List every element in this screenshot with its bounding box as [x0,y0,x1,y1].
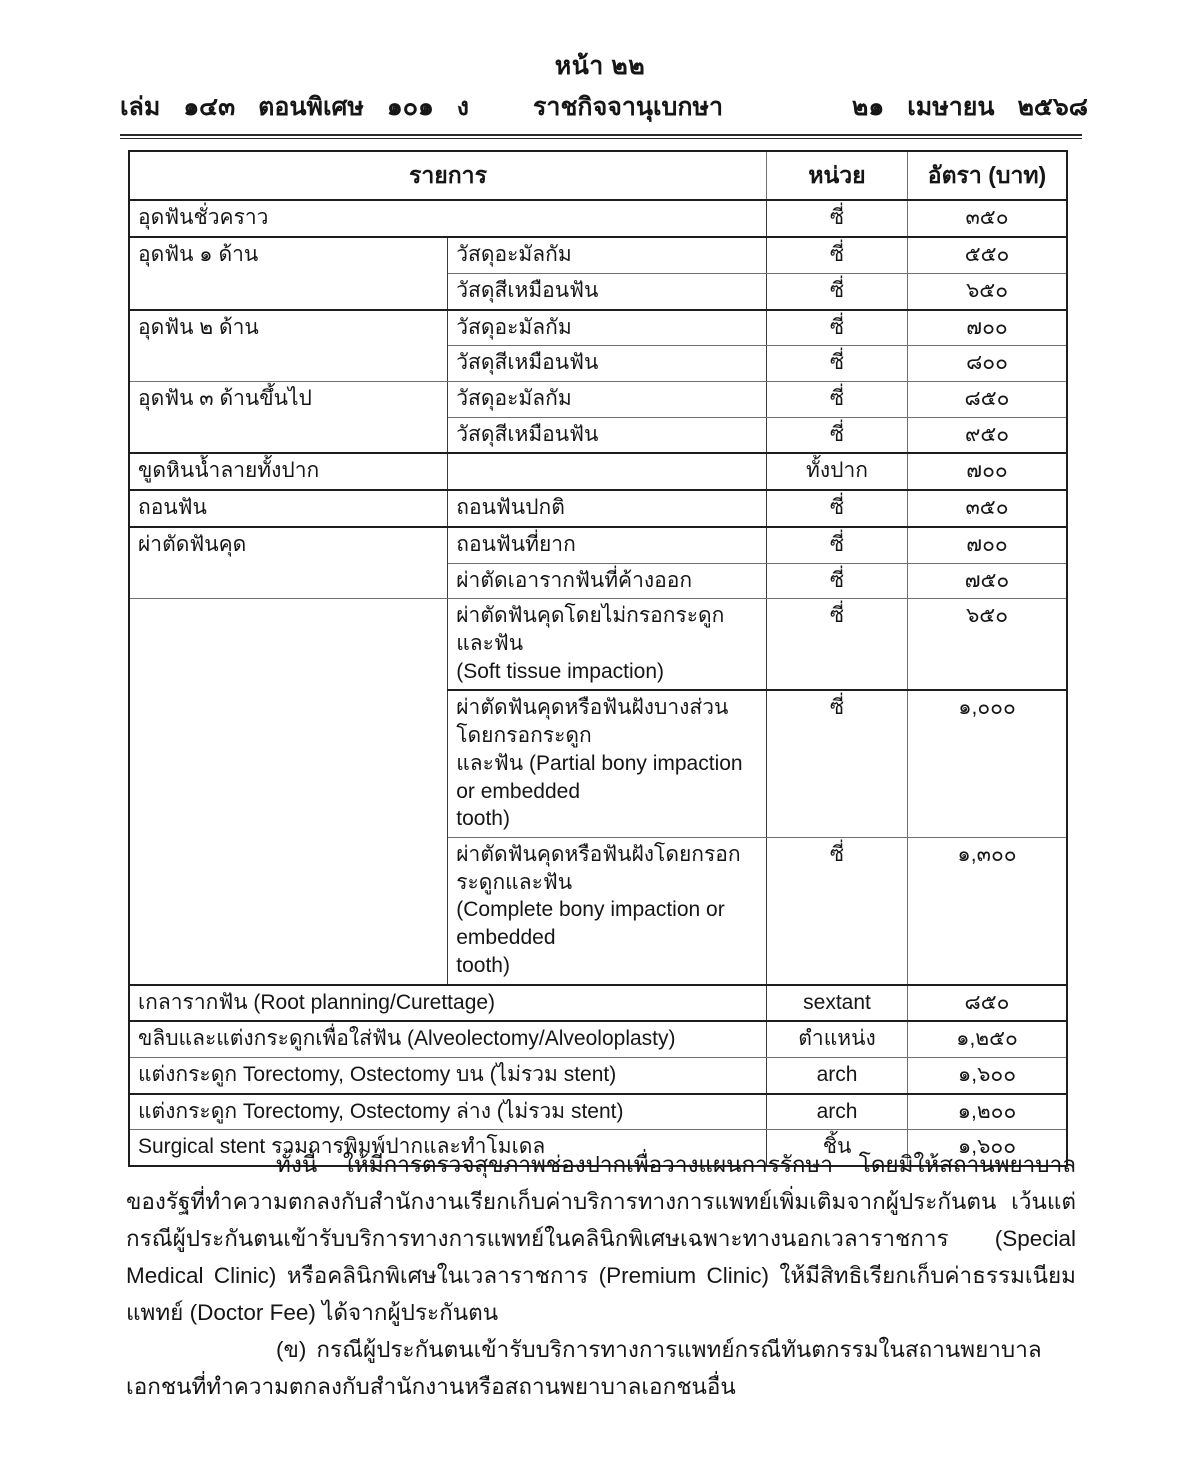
gazette-date [852,87,1088,127]
date-day: ๒๑ [851,92,885,121]
table-row [129,599,1067,691]
table-row [129,237,1067,273]
cell-item-name: อุดฟัน ๓ ด้านขึ้นไป [129,381,448,453]
cell-rate: ๙๕๐ [908,417,1068,453]
header-divider [120,134,1082,139]
table-row [129,490,1067,527]
cell-item-sub: วัสดุอะมัลกัม [448,237,767,273]
table-row [129,527,1067,563]
section-label: ตอนพิเศษ [258,92,364,121]
cell-item-name: เกลารากฟัน (Root planning/Curettage) [129,985,767,1022]
cell-item-sub: ถอนฟันปกติ [448,490,767,527]
cell-rate: ๗๐๐ [908,453,1068,490]
cell-unit: ซี่ [767,200,908,237]
cell-rate: ๖๕๐ [908,273,1068,309]
table-row [129,381,1067,417]
paragraph-2 [126,1331,1076,1405]
date-year: ๒๕๖๘ [1017,92,1088,121]
cell-item-sub [448,599,767,691]
section-number: ๑๐๑ [386,92,434,121]
cell-rate: ๗๐๐ [908,310,1068,346]
column-header-rate: อัตรา (บาท) [908,151,1068,200]
sub-line-2: (Soft tissue impaction) [456,659,664,683]
cell-rate: ๘๕๐ [908,381,1068,417]
cell-item-name: อุดฟัน ๒ ด้าน [129,310,448,382]
cell-unit: ซี่ [767,563,908,599]
cell-unit: ซี่ [767,417,908,453]
cell-item-name-empty [129,599,448,985]
sub-line-3: tooth) [456,953,510,977]
cell-item-name: แต่งกระดูก Torectomy, Ostectomy ล่าง (ไม่รวม stent) [129,1094,767,1130]
cell-unit: ชิ้น [767,1130,908,1166]
sub-line-3: tooth) [456,807,510,831]
cell-rate: ๘๕๐ [908,985,1068,1022]
cell-item-sub: ถอนฟันที่ยาก [448,527,767,563]
cell-unit: sextant [767,985,908,1022]
sub-line-1: ผ่าตัดฟันคุดหรือฟันฝังโดยกรอกระดูกและฟัน [456,843,741,894]
cell-unit: ซี่ [767,273,908,309]
gazette-title: ราชกิจจานุเบกษา [533,92,724,121]
paragraph-2-text: กรณีผู้ประกันตนเข้ารับบริการทางการแพทย์กรณีทันตกรรมในสถานพยาบาลเอกชนที่ทำความตกลงกับสำนักงานหรือสถานพยาบาลเอกชนอื่น [126,1337,1042,1399]
cell-item-sub: วัสดุสีเหมือนฟัน [448,346,767,382]
date-month: เมษายน [907,92,995,121]
table-row [129,310,1067,346]
section-class: ง [456,92,469,121]
sub-line-2: (Complete bony impaction or embedded [456,898,725,950]
cell-unit: ซี่ [767,310,908,346]
cell-item-name: อุดฟันชั่วคราว [129,200,767,237]
cell-item-sub [448,690,767,837]
table-row [129,453,1067,490]
table-row [129,1058,1067,1094]
cell-unit: arch [767,1058,908,1094]
gazette-header-row [0,87,1200,127]
column-header-unit: หน่วย [767,151,908,200]
cell-unit: ซี่ [767,490,908,527]
sub-line-1: ผ่าตัดฟันคุดโดยไม่กรอกระดูกและฟัน [456,604,725,655]
body-text [126,1146,1076,1405]
cell-item-name: ขูดหินน้ำลายทั้งปาก [129,453,448,490]
table-header-row [129,151,1067,200]
cell-unit: ซี่ [767,599,908,691]
page-number: หน้า ๒๒ [554,52,646,80]
cell-item-name: อุดฟัน ๑ ด้าน [129,237,448,309]
cell-item-sub: วัสดุอะมัลกัม [448,310,767,346]
cell-unit: arch [767,1094,908,1130]
cell-rate: ๘๐๐ [908,346,1068,382]
cell-item-sub [448,838,767,985]
sub-line-2: และฟัน (Partial bony impaction or embedded [456,751,743,803]
table-row [129,200,1067,237]
paragraph-1 [126,1146,1076,1331]
cell-rate: ๑,๖๐๐ [908,1130,1068,1166]
cell-unit: ซี่ [767,346,908,382]
cell-rate: ๑,๒๕๐ [908,1021,1068,1057]
cell-item-sub: วัสดุอะมัลกัม [448,381,767,417]
cell-item-name: ถอนฟัน [129,490,448,527]
cell-item-name: ขลิบและแต่งกระดูกเพื่อใส่ฟัน (Alveolectomy/Alveoloplasty) [129,1021,767,1057]
cell-item-sub: วัสดุสีเหมือนฟัน [448,417,767,453]
table-head [129,151,1067,200]
table-row [129,1021,1067,1057]
gazette-header [0,52,1200,139]
cell-unit: ซี่ [767,237,908,273]
cell-rate: ๓๕๐ [908,490,1068,527]
paragraph-2-marker: (ข) [276,1337,307,1362]
cell-unit: ทั้งปาก [767,453,908,490]
cell-rate: ๗๕๐ [908,563,1068,599]
cell-item-sub [448,453,767,490]
sub-line-1: ผ่าตัดฟันคุดหรือฟันฝังบางส่วนโดยกรอกระดูก [456,696,729,748]
cell-unit: ซี่ [767,838,908,985]
cell-rate: ๕๕๐ [908,237,1068,273]
cell-item-sub: ผ่าตัดเอารากฟันที่ค้างออก [448,563,767,599]
cell-rate: ๗๐๐ [908,527,1068,563]
cell-rate: ๑,๐๐๐ [908,690,1068,837]
cell-item-name: แต่งกระดูก Torectomy, Ostectomy บน (ไม่รวม stent) [129,1058,767,1094]
cell-item-name: ผ่าตัดฟันคุด [129,527,448,599]
cell-unit: ซี่ [767,527,908,563]
cell-rate: ๑,๒๐๐ [908,1094,1068,1130]
dental-rate-table [128,150,1068,1167]
column-header-item: รายการ [129,151,767,200]
cell-unit: ซี่ [767,690,908,837]
cell-rate: ๑,๖๐๐ [908,1058,1068,1094]
paragraph-1-text: ทั้งนี้ ให้มีการตรวจสุขภาพช่องปากเพื่อวางแผนการรักษา โดยมิให้สถานพยาบาลของรัฐที่ทำความตกลงกับสำนักงานเรียกเก็บค่าบริการทางการแพทย์เพิ่มเติมจากผู้ประกันตน เว้นแต่กรณีผู้ประกันตนเข้ารับบริการทางการแพทย์ในคลินิกพิเศษเฉพาะทางนอกเวลาราชการ (Special Medical Clinic) หรือคลินิกพิเศษในเวลาราชการ (Premium Clinic) ให้มีสิทธิเรียกเก็บค่าธรรมเนียมแพทย์ (Doctor Fee) ได้จากผู้ประกันตน [126,1152,1076,1325]
cell-unit: ซี่ [767,381,908,417]
table-body [129,200,1067,1166]
cell-rate: ๖๕๐ [908,599,1068,691]
cell-item-sub: วัสดุสีเหมือนฟัน [448,273,767,309]
table-row [129,985,1067,1022]
cell-rate: ๑,๓๐๐ [908,838,1068,985]
gazette-volume-info [120,87,469,127]
cell-unit: ตำแหน่ง [767,1021,908,1057]
cell-item-name: Surgical stent รวมการพิมพ์ปากและทำโมเดล [129,1130,767,1166]
volume-number: ๑๔๓ [183,92,236,121]
cell-rate: ๓๕๐ [908,200,1068,237]
volume-label: เล่ม [120,92,161,121]
table-row [129,1094,1067,1130]
